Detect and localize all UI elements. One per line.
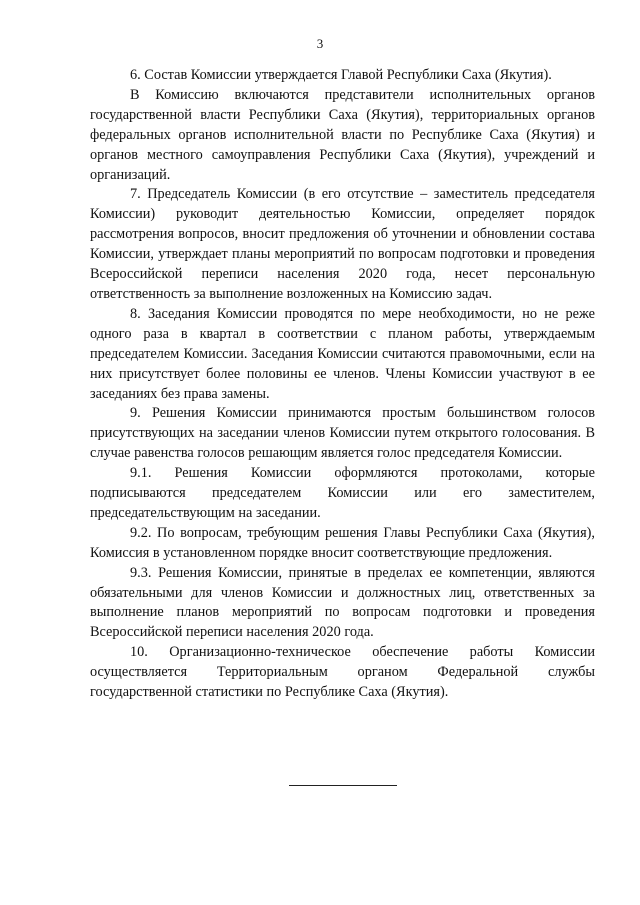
- paragraph-9-1: 9.1. Решения Комиссии оформляются протоколами, которые подписываются председателем Комиссии или его заместителем, председательствующим на заседании.: [90, 465, 595, 521]
- paragraph-8: 8. Заседания Комиссии проводятся по мере необходимости, но не реже одного раза в квартал в соответствии с планом работы, утверждаемым председателем Комиссии. Заседания Комиссии считаются правомочными, если на них присутствует более половины ее членов. Члены Комиссии участвуют в ее заседаниях без права замены.: [90, 305, 595, 402]
- paragraph-9-2: 9.2. По вопросам, требующим решения Главы Республики Саха (Якутия), Комиссия в установленном порядке вносит соответствующие предложения.: [90, 524, 595, 561]
- paragraph-9: 9. Решения Комиссии принимаются простым большинством голосов присутствующих на заседании членов Комиссии путем открытого голосования. В случае равенства голосов решающим является голос председателя Комиссии.: [90, 405, 595, 462]
- end-of-document-rule: [289, 785, 397, 786]
- paragraph-6-members: В Комиссию включаются представители исполнительных органов государственной власти Республики Саха (Якутия), территориальных органов федеральных органов исполнительной власти по Республике Саха (Якутия) и органов местного самоуправления Республики Саха (Якутия), учреждений и организаций.: [90, 86, 595, 183]
- paragraph-6: 6. Состав Комиссии утверждается Главой Республики Саха (Якутия).: [130, 67, 552, 83]
- paragraph-7: 7. Председатель Комиссии (в его отсутствие – заместитель председателя Комиссии) руководит деятельностью Комиссии, определяет порядок рассмотрения вопросов, вносит предложения об уточнении и обновлении состава Комиссии, утверждает планы мероприятий по вопросам подготовки и проведения Всероссийской переписи населения 2020 года, несет персональную ответственность за выполнение возложенных на Комиссию задач.: [90, 186, 595, 302]
- paragraph-9-3: 9.3. Решения Комиссии, принятые в пределах ее компетенции, являются обязательными для членов Комиссии и должностных лиц, ответственных за выполнение планов мероприятий по вопросам подготовки и проведения Всероссийской переписи населения 2020 года.: [90, 564, 595, 641]
- paragraph-10: 10. Организационно-техническое обеспечение работы Комиссии осуществляется Территориальным органом Федеральной службы государственной статистики по Республике Саха (Якутия).: [90, 644, 595, 701]
- document-body: [90, 66, 595, 703]
- page-number: 3: [316, 36, 324, 51]
